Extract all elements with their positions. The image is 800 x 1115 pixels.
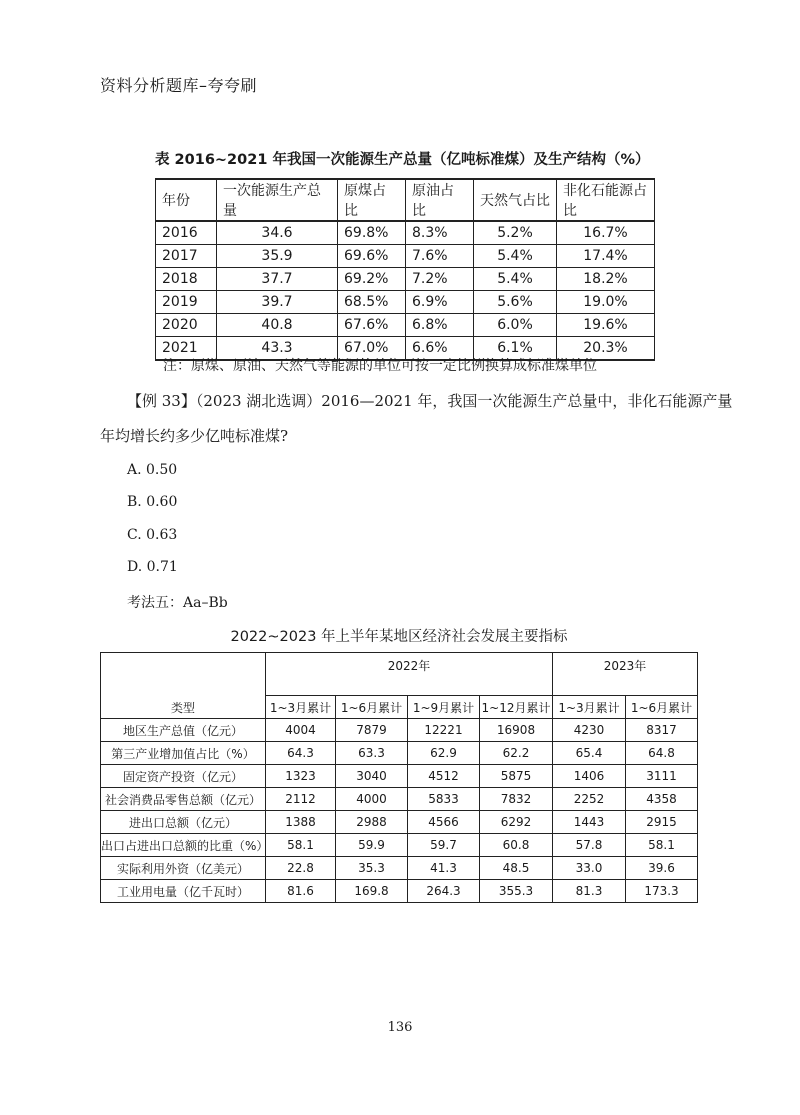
table-cell: 6.9%: [406, 291, 474, 314]
table-cell: 2252: [553, 788, 626, 811]
table-cell: 8317: [626, 719, 698, 742]
table-cell: 2988: [336, 811, 408, 834]
energy-table: [155, 178, 655, 361]
table-row: [101, 857, 698, 880]
table-cell: 1388: [266, 811, 336, 834]
table-cell: 35.9: [217, 245, 338, 268]
table-cell: 2019: [156, 291, 217, 314]
table-cell: 3040: [336, 765, 408, 788]
table-cell: 264.3: [408, 880, 480, 903]
table-cell: 5.4%: [474, 268, 557, 291]
table-cell: 4358: [626, 788, 698, 811]
table-cell: 5.2%: [474, 221, 557, 245]
table-cell: 12221: [408, 719, 480, 742]
table-cell: 62.2: [480, 742, 553, 765]
table-cell: 173.3: [626, 880, 698, 903]
table-cell: 20.3%: [557, 337, 655, 361]
table-row: [101, 834, 698, 857]
table-cell: 5875: [480, 765, 553, 788]
table-cell: 37.7: [217, 268, 338, 291]
table-cell: 60.8: [480, 834, 553, 857]
table-row: [101, 880, 698, 903]
table-cell: 63.3: [336, 742, 408, 765]
year-2023-header: 2023年: [553, 653, 698, 696]
table-cell: 19.0%: [557, 291, 655, 314]
table-row: [101, 788, 698, 811]
row-label: 实际利用外资（亿美元）: [101, 857, 266, 880]
table2-caption: 2022~2023 年上半年某地区经济社会发展主要指标: [230, 629, 568, 645]
table-cell: 41.3: [408, 857, 480, 880]
table-cell: 1323: [266, 765, 336, 788]
table-cell: 16.7%: [557, 221, 655, 245]
table-cell: 4230: [553, 719, 626, 742]
col-header-oil: 原油占比: [406, 179, 474, 221]
table-cell: 2020: [156, 314, 217, 337]
option-b: B. 0.60: [127, 494, 178, 510]
table-cell: 16908: [480, 719, 553, 742]
col-header-coal: 原煤占比: [338, 179, 406, 221]
table-cell: 17.4%: [557, 245, 655, 268]
table-row: [156, 221, 655, 245]
option-c: C. 0.63: [127, 527, 178, 543]
row-label: 工业用电量（亿千瓦时）: [101, 880, 266, 903]
table-cell: 6292: [480, 811, 553, 834]
table1-note: 注：原煤、原油、天然气等能源的单位可按一定比例换算成标准煤单位: [163, 358, 597, 374]
table-cell: 81.6: [266, 880, 336, 903]
table-cell: 48.5: [480, 857, 553, 880]
page-number: 136: [387, 1020, 413, 1035]
table-cell: 59.7: [408, 834, 480, 857]
table-cell: 8.3%: [406, 221, 474, 245]
type-header: 类型: [101, 653, 266, 719]
row-label: 第三产业增加值占比（%）: [101, 742, 266, 765]
col-header-period: 1~12月累计: [480, 696, 553, 719]
table-cell: 5833: [408, 788, 480, 811]
col-header-gas: 天然气占比: [474, 179, 557, 221]
col-header-nonfossil: 非化石能源占比: [557, 179, 655, 221]
table-cell: 43.3: [217, 337, 338, 361]
row-label: 社会消费品零售总额（亿元）: [101, 788, 266, 811]
question-line-1: 【例 33】（2023 湖北选调）2016—2021 年，我国一次能源生产总量中，非化石能源产量: [127, 392, 733, 410]
col-header-period: 1~6月累计: [336, 696, 408, 719]
table-cell: 2016: [156, 221, 217, 245]
table-cell: 18.2%: [557, 268, 655, 291]
table-cell: 7879: [336, 719, 408, 742]
table-cell: 69.6%: [338, 245, 406, 268]
table-cell: 58.1: [626, 834, 698, 857]
col-header-period: 1~3月累计: [266, 696, 336, 719]
table-cell: 5.6%: [474, 291, 557, 314]
option-a: A. 0.50: [127, 462, 178, 478]
table-cell: 6.8%: [406, 314, 474, 337]
table-cell: 6.1%: [474, 337, 557, 361]
table-cell: 7832: [480, 788, 553, 811]
table-cell: 68.5%: [338, 291, 406, 314]
col-header-period: 1~6月累计: [626, 696, 698, 719]
table-row: [156, 245, 655, 268]
col-header-period: 1~3月累计: [553, 696, 626, 719]
table-cell: 58.1: [266, 834, 336, 857]
table-cell: 64.3: [266, 742, 336, 765]
table-cell: 355.3: [480, 880, 553, 903]
question-line-2: 年均增长约多少亿吨标准煤?: [100, 427, 289, 445]
year-2022-header: 2022年: [266, 653, 553, 696]
table-cell: 169.8: [336, 880, 408, 903]
table-cell: 4000: [336, 788, 408, 811]
table-cell: 59.9: [336, 834, 408, 857]
table-cell: 4566: [408, 811, 480, 834]
table1-caption: 表 2016~2021 年我国一次能源生产总量（亿吨标准煤）及生产结构（%）: [155, 152, 650, 168]
col-header-year: 年份: [156, 179, 217, 221]
indicators-table: [100, 652, 698, 903]
table-cell: 33.0: [553, 857, 626, 880]
table-cell: 39.7: [217, 291, 338, 314]
table-cell: 5.4%: [474, 245, 557, 268]
table-cell: 57.8: [553, 834, 626, 857]
table-cell: 2017: [156, 245, 217, 268]
row-label: 固定资产投资（亿元）: [101, 765, 266, 788]
table-row: [156, 291, 655, 314]
row-label: 进出口总额（亿元）: [101, 811, 266, 834]
table-cell: 2018: [156, 268, 217, 291]
table-cell: 65.4: [553, 742, 626, 765]
table-row: [101, 811, 698, 834]
row-label: 地区生产总值（亿元）: [101, 719, 266, 742]
table-cell: 22.8: [266, 857, 336, 880]
table-cell: 81.3: [553, 880, 626, 903]
table-cell: 2021: [156, 337, 217, 361]
table-cell: 19.6%: [557, 314, 655, 337]
table-cell: 1443: [553, 811, 626, 834]
table-cell: 35.3: [336, 857, 408, 880]
table-cell: 7.2%: [406, 268, 474, 291]
table-cell: 3111: [626, 765, 698, 788]
table-row: [101, 765, 698, 788]
table-cell: 67.6%: [338, 314, 406, 337]
table-cell: 2915: [626, 811, 698, 834]
table-cell: 67.0%: [338, 337, 406, 361]
table-cell: 6.0%: [474, 314, 557, 337]
table-cell: 6.6%: [406, 337, 474, 361]
table-row: [101, 742, 698, 765]
table-row: [156, 314, 655, 337]
table-cell: 1406: [553, 765, 626, 788]
option-d: D. 0.71: [127, 559, 178, 575]
table-cell: 7.6%: [406, 245, 474, 268]
table-cell: 40.8: [217, 314, 338, 337]
table-row: [101, 719, 698, 742]
table-cell: 4004: [266, 719, 336, 742]
table-cell: 69.8%: [338, 221, 406, 245]
page-header: 资料分析题库–夸夸刷: [100, 76, 258, 95]
table-row: [156, 268, 655, 291]
method-label: 考法五：Aa–Bb: [127, 595, 228, 611]
col-header-period: 1~9月累计: [408, 696, 480, 719]
table-cell: 2112: [266, 788, 336, 811]
table-cell: 69.2%: [338, 268, 406, 291]
table-cell: 39.6: [626, 857, 698, 880]
row-label: 出口占进出口总额的比重（%）: [101, 834, 266, 857]
table-cell: 34.6: [217, 221, 338, 245]
table-cell: 4512: [408, 765, 480, 788]
table-cell: 62.9: [408, 742, 480, 765]
col-header-total: 一次能源生产总量: [217, 179, 338, 221]
table-cell: 64.8: [626, 742, 698, 765]
